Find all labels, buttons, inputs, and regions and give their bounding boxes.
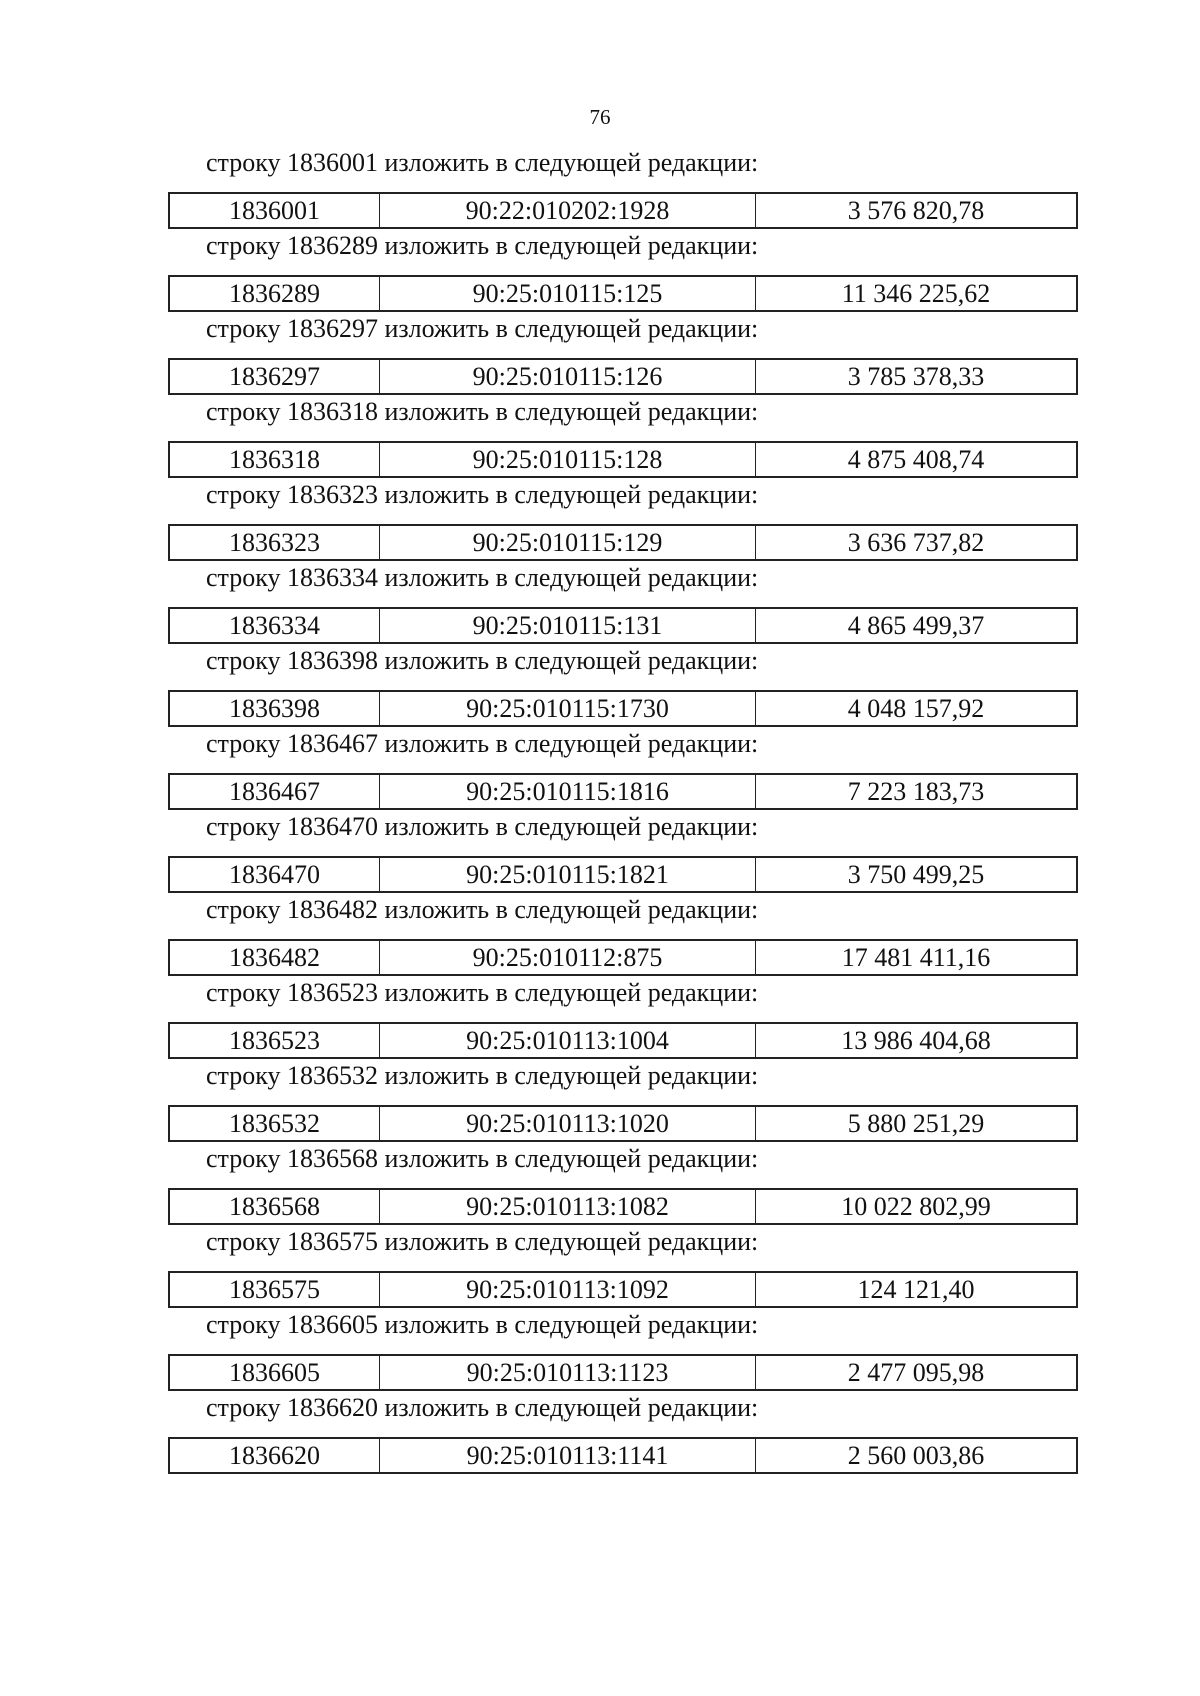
amendment-instruction: строку 1836605 изложить в следующей редакции: — [206, 1310, 759, 1339]
value-cell: 10 022 802,99 — [841, 1191, 991, 1221]
amendment-entry — [168, 1308, 1078, 1391]
row-number-cell: 1836620 — [170, 1439, 380, 1472]
cadastral-number-cell: 90:25:010113:1092 — [380, 1273, 756, 1306]
cadastral-number-cell: 90:25:010112:875 — [380, 941, 756, 974]
amendment-entry — [168, 1225, 1078, 1308]
value-cell: 2 560 003,86 — [847, 1440, 985, 1470]
cadastral-number-cell: 90:25:010115:129 — [380, 526, 756, 559]
cadastral-number-cell: 90:25:010115:131 — [380, 609, 756, 642]
row-number-cell: 1836001 — [170, 194, 380, 227]
amendment-instruction: строку 1836297 изложить в следующей редакции: — [206, 314, 759, 343]
amendment-entry — [168, 644, 1078, 727]
value-cell: 3 750 499,25 — [847, 859, 985, 889]
value-cell: 4 048 157,92 — [847, 693, 985, 723]
table-row — [168, 1105, 1078, 1142]
table-row — [168, 1437, 1078, 1474]
amendment-entry — [168, 893, 1078, 976]
amendment-instruction: строку 1836467 изложить в следующей редакции: — [206, 729, 759, 758]
cadastral-number-cell: 90:22:010202:1928 — [380, 194, 756, 227]
row-number-cell: 1836575 — [170, 1273, 380, 1306]
cadastral-number-cell: 90:25:010115:126 — [380, 360, 756, 393]
value-cell: 7 223 183,73 — [847, 776, 985, 806]
value-cell: 124 121,40 — [857, 1274, 975, 1304]
value-cell: 11 346 225,62 — [841, 278, 991, 308]
table-row — [168, 524, 1078, 561]
amendment-instruction: строку 1836289 изложить в следующей редакции: — [206, 231, 759, 260]
amendment-entry — [168, 146, 1078, 229]
amendment-entry — [168, 395, 1078, 478]
row-number-cell: 1836467 — [170, 775, 380, 808]
amendment-instruction: строку 1836568 изложить в следующей редакции: — [206, 1144, 759, 1173]
value-cell: 4 865 499,37 — [847, 610, 985, 640]
cadastral-number-cell: 90:25:010115:1816 — [380, 775, 756, 808]
table-row — [168, 441, 1078, 478]
table-row — [168, 1188, 1078, 1225]
amendment-instruction: строку 1836470 изложить в следующей редакции: — [206, 812, 759, 841]
row-number-cell: 1836532 — [170, 1107, 380, 1140]
row-number-cell: 1836398 — [170, 692, 380, 725]
row-number-cell: 1836605 — [170, 1356, 380, 1389]
value-cell: 13 986 404,68 — [841, 1025, 991, 1055]
row-number-cell: 1836289 — [170, 277, 380, 310]
amendment-entry — [168, 976, 1078, 1059]
cadastral-number-cell: 90:25:010113:1123 — [380, 1356, 756, 1389]
cadastral-number-cell: 90:25:010115:1730 — [380, 692, 756, 725]
row-number-cell: 1836470 — [170, 858, 380, 891]
table-row — [168, 690, 1078, 727]
page-number: 76 — [589, 105, 611, 129]
amendment-entry — [168, 727, 1078, 810]
table-row — [168, 1354, 1078, 1391]
amendment-instruction: строку 1836001 изложить в следующей редакции: — [206, 148, 759, 177]
amendment-instruction: строку 1836318 изложить в следующей редакции: — [206, 397, 759, 426]
table-row — [168, 939, 1078, 976]
cadastral-number-cell: 90:25:010115:128 — [380, 443, 756, 476]
amendment-entry — [168, 478, 1078, 561]
amendment-instruction: строку 1836575 изложить в следующей редакции: — [206, 1227, 759, 1256]
cadastral-number-cell: 90:25:010115:125 — [380, 277, 756, 310]
document-body — [168, 146, 1078, 1474]
amendment-entry — [168, 561, 1078, 644]
row-number-cell: 1836568 — [170, 1190, 380, 1223]
table-row — [168, 275, 1078, 312]
table-row — [168, 607, 1078, 644]
row-number-cell: 1836297 — [170, 360, 380, 393]
value-cell: 17 481 411,16 — [841, 942, 991, 972]
amendment-entry — [168, 810, 1078, 893]
table-row — [168, 773, 1078, 810]
value-cell: 2 477 095,98 — [847, 1357, 985, 1387]
table-row — [168, 192, 1078, 229]
amendment-entry — [168, 1142, 1078, 1225]
amendment-entry — [168, 312, 1078, 395]
table-row — [168, 1022, 1078, 1059]
cadastral-number-cell: 90:25:010113:1004 — [380, 1024, 756, 1057]
table-row — [168, 856, 1078, 893]
amendment-instruction: строку 1836532 изложить в следующей редакции: — [206, 1061, 759, 1090]
amendment-instruction: строку 1836323 изложить в следующей редакции: — [206, 480, 759, 509]
table-row — [168, 1271, 1078, 1308]
amendment-entry — [168, 1391, 1078, 1474]
row-number-cell: 1836323 — [170, 526, 380, 559]
row-number-cell: 1836334 — [170, 609, 380, 642]
amendment-instruction: строку 1836482 изложить в следующей редакции: — [206, 895, 759, 924]
cadastral-number-cell: 90:25:010113:1020 — [380, 1107, 756, 1140]
amendment-entry — [168, 229, 1078, 312]
row-number-cell: 1836318 — [170, 443, 380, 476]
row-number-cell: 1836482 — [170, 941, 380, 974]
value-cell: 3 636 737,82 — [847, 527, 985, 557]
value-cell: 3 576 820,78 — [847, 195, 985, 225]
amendment-instruction: строку 1836523 изложить в следующей редакции: — [206, 978, 759, 1007]
cadastral-number-cell: 90:25:010115:1821 — [380, 858, 756, 891]
amendment-instruction: строку 1836398 изложить в следующей редакции: — [206, 646, 759, 675]
cadastral-number-cell: 90:25:010113:1141 — [380, 1439, 756, 1472]
value-cell: 3 785 378,33 — [847, 361, 985, 391]
value-cell: 4 875 408,74 — [847, 444, 985, 474]
row-number-cell: 1836523 — [170, 1024, 380, 1057]
value-cell: 5 880 251,29 — [847, 1108, 985, 1138]
amendment-entry — [168, 1059, 1078, 1142]
amendment-instruction: строку 1836620 изложить в следующей редакции: — [206, 1393, 759, 1422]
amendment-instruction: строку 1836334 изложить в следующей редакции: — [206, 563, 759, 592]
cadastral-number-cell: 90:25:010113:1082 — [380, 1190, 756, 1223]
table-row — [168, 358, 1078, 395]
